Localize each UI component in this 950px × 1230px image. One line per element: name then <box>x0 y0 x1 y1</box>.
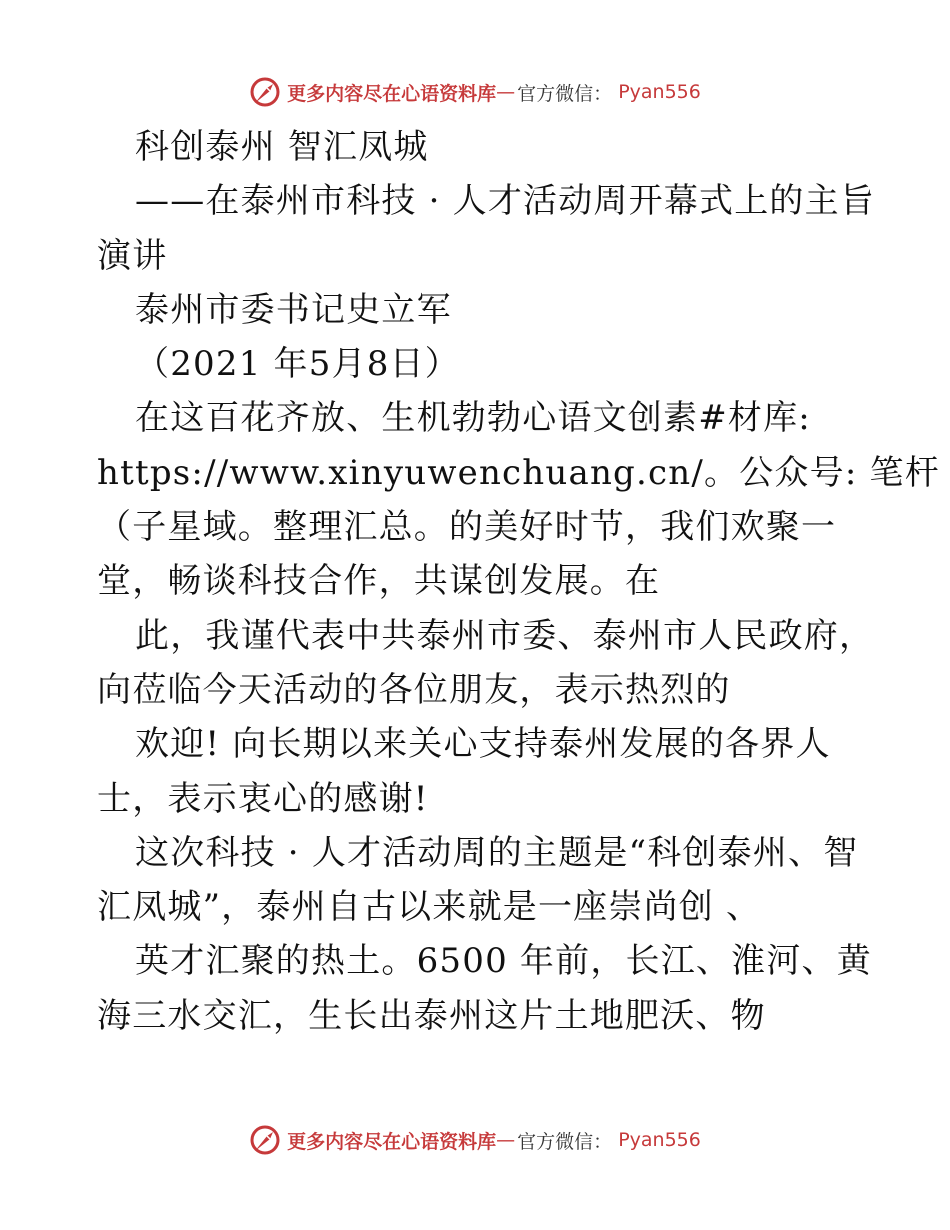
doc-line: 欢迎! 向长期以来关心支持泰州发展的各界人 <box>135 724 831 765</box>
banner-official-label: 官方微信： <box>517 1130 613 1153</box>
doc-line: 汇凤城”，泰州自古以来就是一座崇尚创 、 <box>97 887 762 928</box>
doc-author: 泰州市委书记史立军 <box>135 289 452 330</box>
fountain-pen-logo-icon <box>249 1124 281 1156</box>
banner-wechat-id: Pyan556 <box>618 1129 701 1151</box>
doc-line: 堂，畅谈科技合作，共谋创发展。在 <box>97 561 661 602</box>
document-body <box>97 120 940 1043</box>
banner-dash: — <box>496 81 516 103</box>
banner-promo-text: 更多内容尽在心语资料库 <box>287 1130 497 1153</box>
footer-banner <box>0 1120 950 1160</box>
banner-wechat-id: Pyan556 <box>618 81 701 103</box>
doc-line: 海三水交汇，生长出泰州这片土地肥沃、物 <box>97 995 766 1036</box>
doc-subtitle-continued: 演讲 <box>97 235 168 276</box>
header-banner <box>0 72 950 112</box>
doc-line: 这次科技 · 人才活动周的主题是“科创泰州、智 <box>135 832 859 873</box>
doc-title: 科创泰州 智汇凤城 <box>135 127 429 167</box>
doc-line: 向莅临今天活动的各位朋友，表示热烈的 <box>97 669 731 710</box>
banner-promo-text: 更多内容尽在心语资料库 <box>287 82 497 105</box>
fountain-pen-logo-icon <box>249 76 281 108</box>
doc-line: 士，表示衷心的感谢! <box>97 778 429 819</box>
doc-line: （子星域。整理汇总。的美好时节，我们欢聚一 <box>97 507 837 548</box>
doc-line: https://www.xinyuwenchuang.cn/。公众号: 笔杆 <box>97 452 940 493</box>
banner-dash: — <box>496 1129 516 1151</box>
banner-official-label: 官方微信： <box>517 82 613 105</box>
doc-subtitle: ——在泰州市科技 · 人才活动周开幕式上的主旨 <box>135 181 876 222</box>
doc-line: 此，我谨代表中共泰州市委、泰州市人民政府， <box>135 615 875 656</box>
doc-date: （2021 年5月8日） <box>135 344 460 385</box>
doc-line: 在这百花齐放、生机勃勃心语文创素#材库: <box>135 398 811 439</box>
doc-line: 英才汇聚的热土。6500 年前，长江、淮河、黄 <box>135 941 872 982</box>
